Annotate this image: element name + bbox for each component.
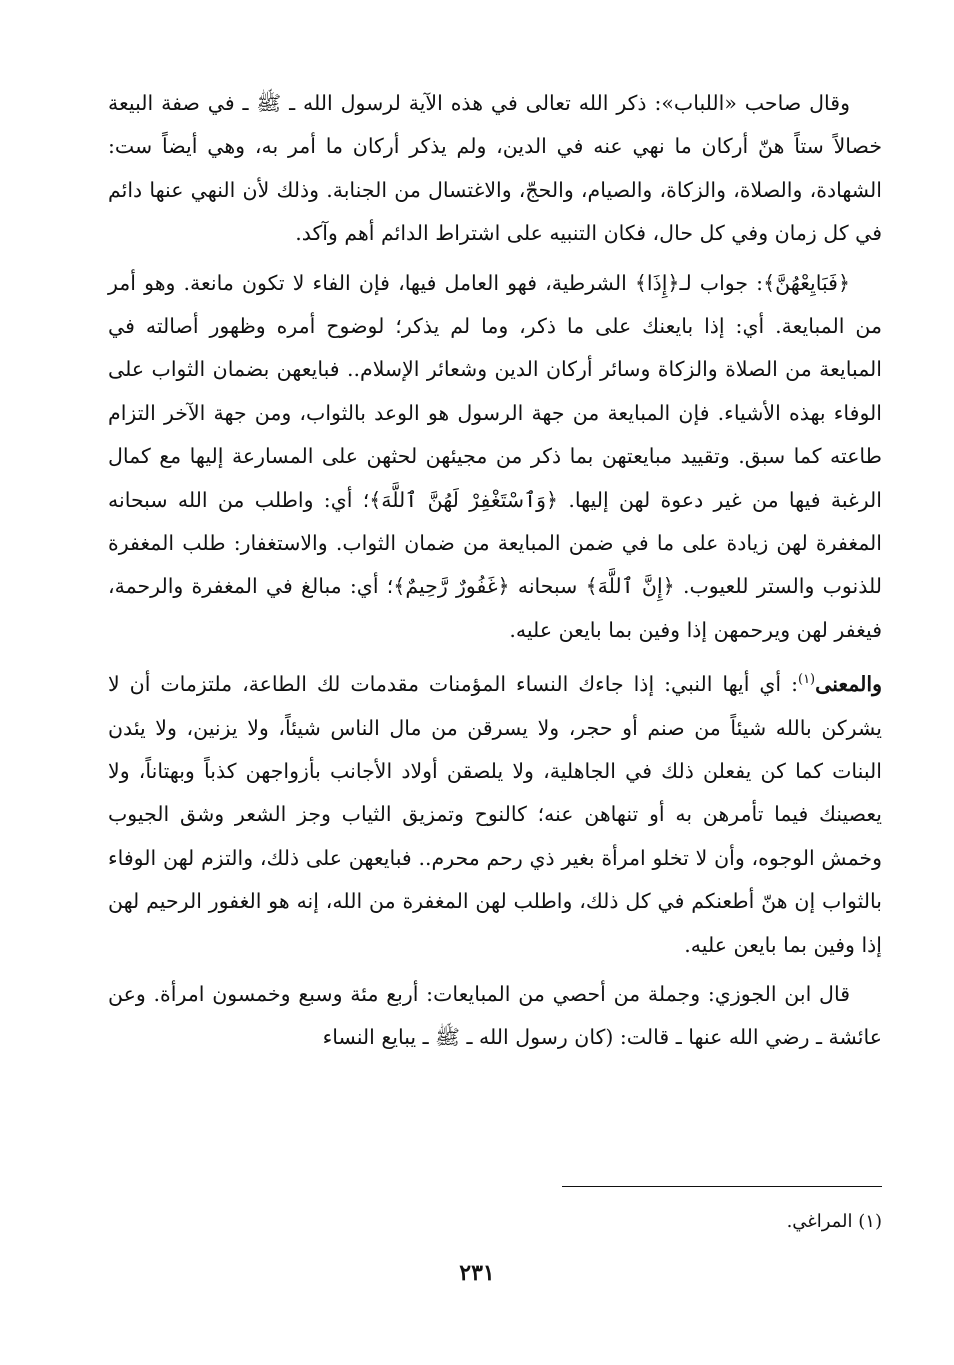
footnote: (١) المراغي. [786, 1211, 882, 1232]
meaning-text: أي أيها النبي: إذا جاءك النساء المؤمنات مقدمات لك الطاعة، ملتزمات أن لا يشركن بالله شيئاً من صنم أو حجر، ولا يسرقن من مال الناس شيئاً، ولا يزنين، ولا يئدن البنات كما كن يفعلن ذلك في الجاهلية، ولا يلصقن أولاد الأجانب بأزواجهن كذباً وبهتاناً، ولا يعصينك فيما تأمرهن به أو تنهاهن عنه؛ كالنوح وتمزيق الثياب وجز الشعر وشق الجيوب وخمش الوجوه، وأن لا تخلو امرأة بغير ذي رحم محرم.. فبايعهن على ذلك، والتزم لهن الوفاء بالثواب إن هنّ أطعنكم في كل ذلك، واطلب لهن المغفرة من الله، إنه هو الغفور الرحيم لهن إذا وفين بما بايعن عليه. [108, 672, 882, 957]
footnote-divider [562, 1186, 882, 1187]
meaning-sep: : [781, 672, 798, 697]
footnote-ref: (١) [797, 672, 816, 688]
paragraph-meaning [108, 658, 882, 967]
page-number: ٢٣١ [459, 1260, 495, 1286]
paragraph-bayi-hunna: ﴿فَبَايِعْهُنَّ﴾: جواب لـ﴿إِذَا﴾ الشرطية، فهو العامل فيها، فإن الفاء لا تكون مانعة. وهو أمر من المبايعة. أي: إذا بايعنك على ما ذكر، وما لم يذكر؛ لوضوح أمره وظهور أصالته في المبايعة من الصلاة والزكاة وسائر أركان الدين وشعائر الإسلام.. فبايعهن بضمان الثواب على الوفاء بهذه الأشياء. فإن المبايعة من جهة الرسول هو الوعد بالثواب، ومن جهة الآخر التزام طاعته كما سبق. وتقييد مبايعتهن بما ذكر من مجيئهن لحثهن على المسارعة إليها مع كمال الرغبة فيها من غير دعوة لهن إليها. ﴿وَٱسْتَغْفِرْ لَهُنَّ ٱللَّهَ﴾؛ أي: واطلب من الله سبحانه المغفرة لهن زيادة على ما في ضمن المبايعة من ضمان الثواب. والاستغفار: طلب المغفرة للذنوب والستر للعيوب. ﴿إِنَّ ٱللَّهَ﴾ سبحانه ﴿غَفُورٌ رَّحِيمٌ﴾؛ أي: مبالغ في المغفرة والرحمة، فيغفر لهن ويرحمهن إذا وفين بما بايعن عليه. [108, 270, 882, 642]
meaning-lead: والمعنى [815, 672, 882, 697]
body-text [108, 82, 882, 1060]
paragraph-lubab: وقال صاحب «اللباب»: ذكر الله تعالى في هذه الآية لرسول الله ـ ﷺ ـ في صفة البيعة خصالاً ستاً هنّ أركان ما نهي عنه في الدين، ولم يذكر أركان ما أمر به، وهي أيضاً ست: الشهادة، والصلاة، والزكاة، والصيام، والحجّ، والاغتسال من الجنابة. وذلك لأن النهي عنها دائم في كل زمان وفي كل حال، فكان التنبيه على اشتراط الدائم أهم وآكد. [108, 91, 882, 246]
paragraph-ibn-jawzi: قال ابن الجوزي: وجملة من أحصي من المبايعات: أربع مئة وسبع وخمسون امرأة. وعن عائشة ـ رضي الله عنها ـ قالت: (كان رسول الله ـ ﷺ ـ يبايع النساء [108, 981, 882, 1050]
